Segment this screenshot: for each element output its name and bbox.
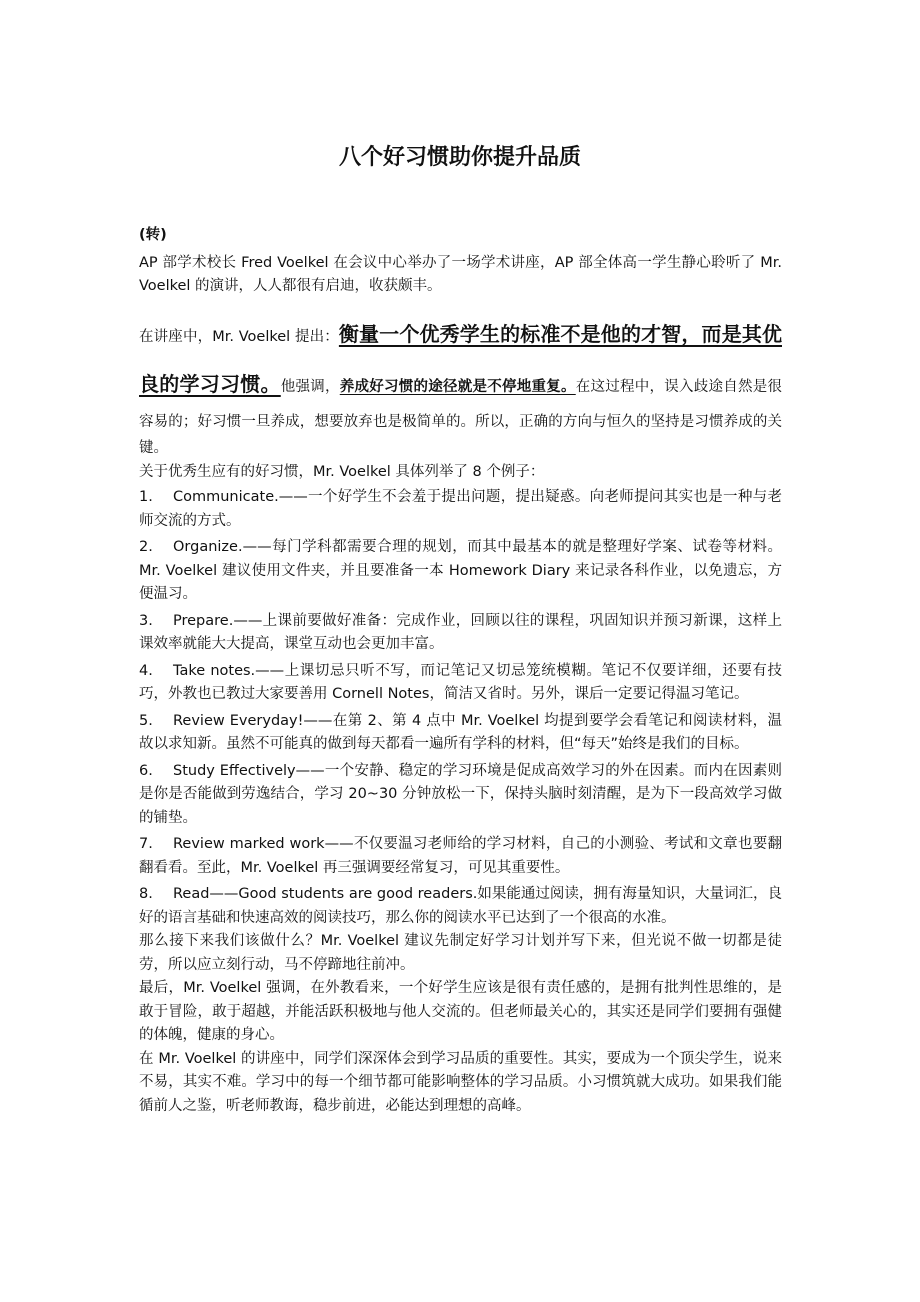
key-lead: 在讲座中，Mr. Voelkel 提出： bbox=[139, 328, 339, 345]
list-item bbox=[139, 536, 782, 607]
list-item-text: Review marked work——不仅要温习老师给的学习材料，自己的小测验、考试和文章也要翻翻看看。至此，Mr. Voelkel 再三强调要经常复习，可见其重要性。 bbox=[139, 836, 782, 876]
list-item bbox=[139, 710, 782, 757]
document-body bbox=[139, 224, 782, 1118]
list-item bbox=[139, 610, 782, 657]
key-emphasis: 养成好习惯的途径就是不停地重复。 bbox=[339, 378, 576, 395]
list-item bbox=[139, 486, 782, 533]
list-item-number: 8. bbox=[139, 886, 153, 902]
list-item bbox=[139, 883, 782, 930]
list-item-number: 5. bbox=[139, 712, 153, 729]
list-item-text: Read——Good students are good readers.如果能通过阅读，拥有海量知识，大量词汇，良好的语言基础和快速高效的阅读技巧，那么你的阅读水平已达到了一个很高的水准。 bbox=[139, 886, 782, 926]
document-title: 八个好习惯助你提升品质 bbox=[338, 145, 581, 170]
list-item-number: 3. bbox=[139, 612, 153, 629]
closing-paragraph-final: 最后，Mr. Voelkel 强调，在外教看来，一个好学生应该是很有责任感的，是拥有批判性思维的，是敢于冒险，敢于超越，并能活跃积极地与他人交流的。但老师最关心的，其实还是同学们要拥有强健的体魄，健康的身心。 bbox=[139, 980, 782, 1043]
repost-label: (转) bbox=[139, 227, 167, 243]
list-item bbox=[139, 660, 782, 707]
key-statement: 衡量一个优秀学生的标准不是他的才智，而是其优良的学习习惯。 bbox=[139, 321, 782, 396]
key-point-paragraph bbox=[139, 309, 782, 461]
list-item-number: 2. bbox=[139, 539, 153, 555]
intro-paragraph: AP 部学术校长 Fred Voelkel 在会议中心举办了一场学术讲座，AP 部全体高一学生静心聆听了 Mr. Voelkel 的演讲，人人都很有启迪，收获颇丰。 bbox=[139, 254, 782, 294]
closing-paragraph-summary: 在 Mr. Voelkel 的讲座中，同学们深深体会到学习品质的重要性。其实，要成为一个顶尖学生，说来不易，其实不难。学习中的每一个细节都可能影响整体的学习品质。小习惯筑就大成功。如果我们能循前人之鉴，听老师教诲，稳步前进，必能达到理想的高峰。 bbox=[139, 1050, 782, 1114]
list-item-text: Study Effectively——一个安静、稳定的学习环境是促成高效学习的外在因素。而内在因素则是你是否能做到劳逸结合，学习 20~30 分钟放松一下，保持头脑时刻清醒，是为下一段高效学习做的铺垫。 bbox=[139, 762, 782, 826]
list-item-text: Review Everyday!——在第 2、第 4 点中 Mr. Voelkel 均提到要学会看笔记和阅读材料，温故以求知新。虽然不可能真的做到每天都看一遍所有学科的材料，但“每天”始终是我们的目标。 bbox=[139, 712, 782, 752]
list-item-text: Organize.——每门学科都需要合理的规划，而其中最基本的就是整理好学案、试卷等材料。Mr. Voelkel 建议使用文件夹，并且要准备一本 Homework Diary 来记录各科作业，以免遗忘，方便温习。 bbox=[139, 539, 782, 602]
habit-list bbox=[139, 486, 782, 930]
list-item-number: 7. bbox=[139, 836, 153, 852]
key-mid: 他强调， bbox=[280, 378, 340, 395]
list-item bbox=[139, 760, 782, 831]
list-item-text: Take notes.——上课切忌只听不写，而记笔记又切忌笼统模糊。笔记不仅要详细，还要有技巧，外教也已教过大家要善用 Cornell Notes，简洁又省时。另外，课后一定要记得温习笔记。 bbox=[139, 662, 782, 702]
list-intro: 关于优秀生应有的好习惯，Mr. Voelkel 具体列举了 8 个例子： bbox=[139, 463, 545, 480]
closing-paragraph-next-steps: 那么接下来我们该做什么？Mr. Voelkel 建议先制定好学习计划并写下来，但光说不做一切都是徒劳，所以应立刻行动，马不停蹄地往前冲。 bbox=[139, 933, 782, 973]
list-item bbox=[139, 833, 782, 880]
key-tail: 在这过程中，误入歧途自然是很容易的；好习惯一旦养成，想要放弃也是极简单的。所以，正确的方向与恒久的坚持是习惯养成的关键。 bbox=[139, 378, 782, 456]
list-item-number: 1. bbox=[139, 489, 153, 505]
list-item-text: Prepare.——上课前要做好准备：完成作业，回顾以往的课程，巩固知识并预习新课，这样上课效率就能大大提高，课堂互动也会更加丰富。 bbox=[139, 612, 782, 652]
list-item-number: 6. bbox=[139, 762, 153, 779]
list-item-number: 4. bbox=[139, 662, 153, 679]
list-item-text: Communicate.——一个好学生不会羞于提出问题，提出疑惑。向老师提问其实也是一种与老师交流的方式。 bbox=[139, 489, 782, 529]
